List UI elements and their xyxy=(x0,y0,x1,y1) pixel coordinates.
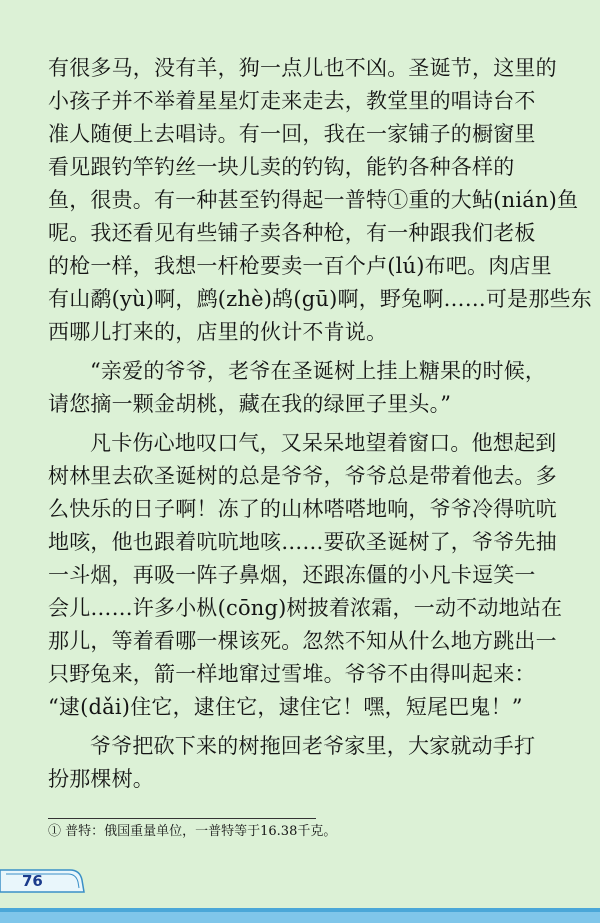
text-line: 只野兔来，箭一样地窜过雪堆。爷爷不由得叫起来： xyxy=(48,662,536,686)
body-text xyxy=(48,52,592,796)
text-line: 一斗烟，再吸一阵子鼻烟，还跟冻僵的小凡卡逗笑一 xyxy=(48,563,536,587)
text-line: 西哪儿打来的，店里的伙计不肯说。 xyxy=(48,320,388,344)
book-tab-icon xyxy=(0,866,86,896)
text-line: 树林里去砍圣诞树的总是爷爷，爷爷总是带着他去。多 xyxy=(48,464,557,488)
text-line: 有很多马，没有羊，狗一点儿也不凶。圣诞节，这里的 xyxy=(48,56,557,80)
page-number: 76 xyxy=(22,872,43,890)
text-line: 看见跟钓竿钓丝一块儿卖的钓钩，能钓各种各样的 xyxy=(48,155,515,179)
text-line: 鱼，很贵。有一种甚至钓得起一普特①重的大鲇(nián)鱼 xyxy=(48,188,579,212)
text-line: “亲爱的爷爷，老爷在圣诞树上挂上糖果的时候， xyxy=(90,359,547,383)
text-line: 么快乐的日子啊！冻了的山林嗒嗒地响，爷爷冷得吭吭 xyxy=(48,497,557,521)
text-line: 扮那棵树。 xyxy=(48,767,154,791)
text-line: 准人随便上去唱诗。有一回，我在一家铺子的橱窗里 xyxy=(48,122,536,146)
footnote: ① 普特：俄国重量单位，一普特等于16.38千克。 xyxy=(48,824,337,839)
text-line: “逮(dǎi)住它，逮住它，逮住它！嘿，短尾巴鬼！” xyxy=(48,695,523,719)
text-line: 凡卡伤心地叹口气，又呆呆地望着窗口。他想起到 xyxy=(90,431,557,455)
text-line: 那儿，等着看哪一棵该死。忽然不知从什么地方跳出一 xyxy=(48,629,557,653)
text-line: 爷爷把砍下来的树拖回老爷家里，大家就动手打 xyxy=(90,734,536,758)
text-line: 呢。我还看见有些铺子卖各种枪，有一种跟我们老板 xyxy=(48,221,536,245)
bottom-color-bar xyxy=(0,908,600,923)
text-line: 会儿……许多小枞(cōng)树披着浓霜，一动不动地站在 xyxy=(48,596,563,620)
text-line: 小孩子并不举着星星灯走来走去，教堂里的唱诗台不 xyxy=(48,89,536,113)
footnote-divider xyxy=(48,818,316,819)
text-line: 有山鹬(yù)啊，鹧(zhè)鸪(gū)啊，野兔啊……可是那些东 xyxy=(48,287,592,311)
text-line: 地咳，他也跟着吭吭地咳……要砍圣诞树了，爷爷先抽 xyxy=(48,530,557,554)
page-number-tab xyxy=(0,866,86,896)
text-line: 请您摘一颗金胡桃，藏在我的绿匣子里头。” xyxy=(48,392,452,416)
text-line: 的枪一样，我想一杆枪要卖一百个卢(lú)布吧。肉店里 xyxy=(48,254,552,278)
